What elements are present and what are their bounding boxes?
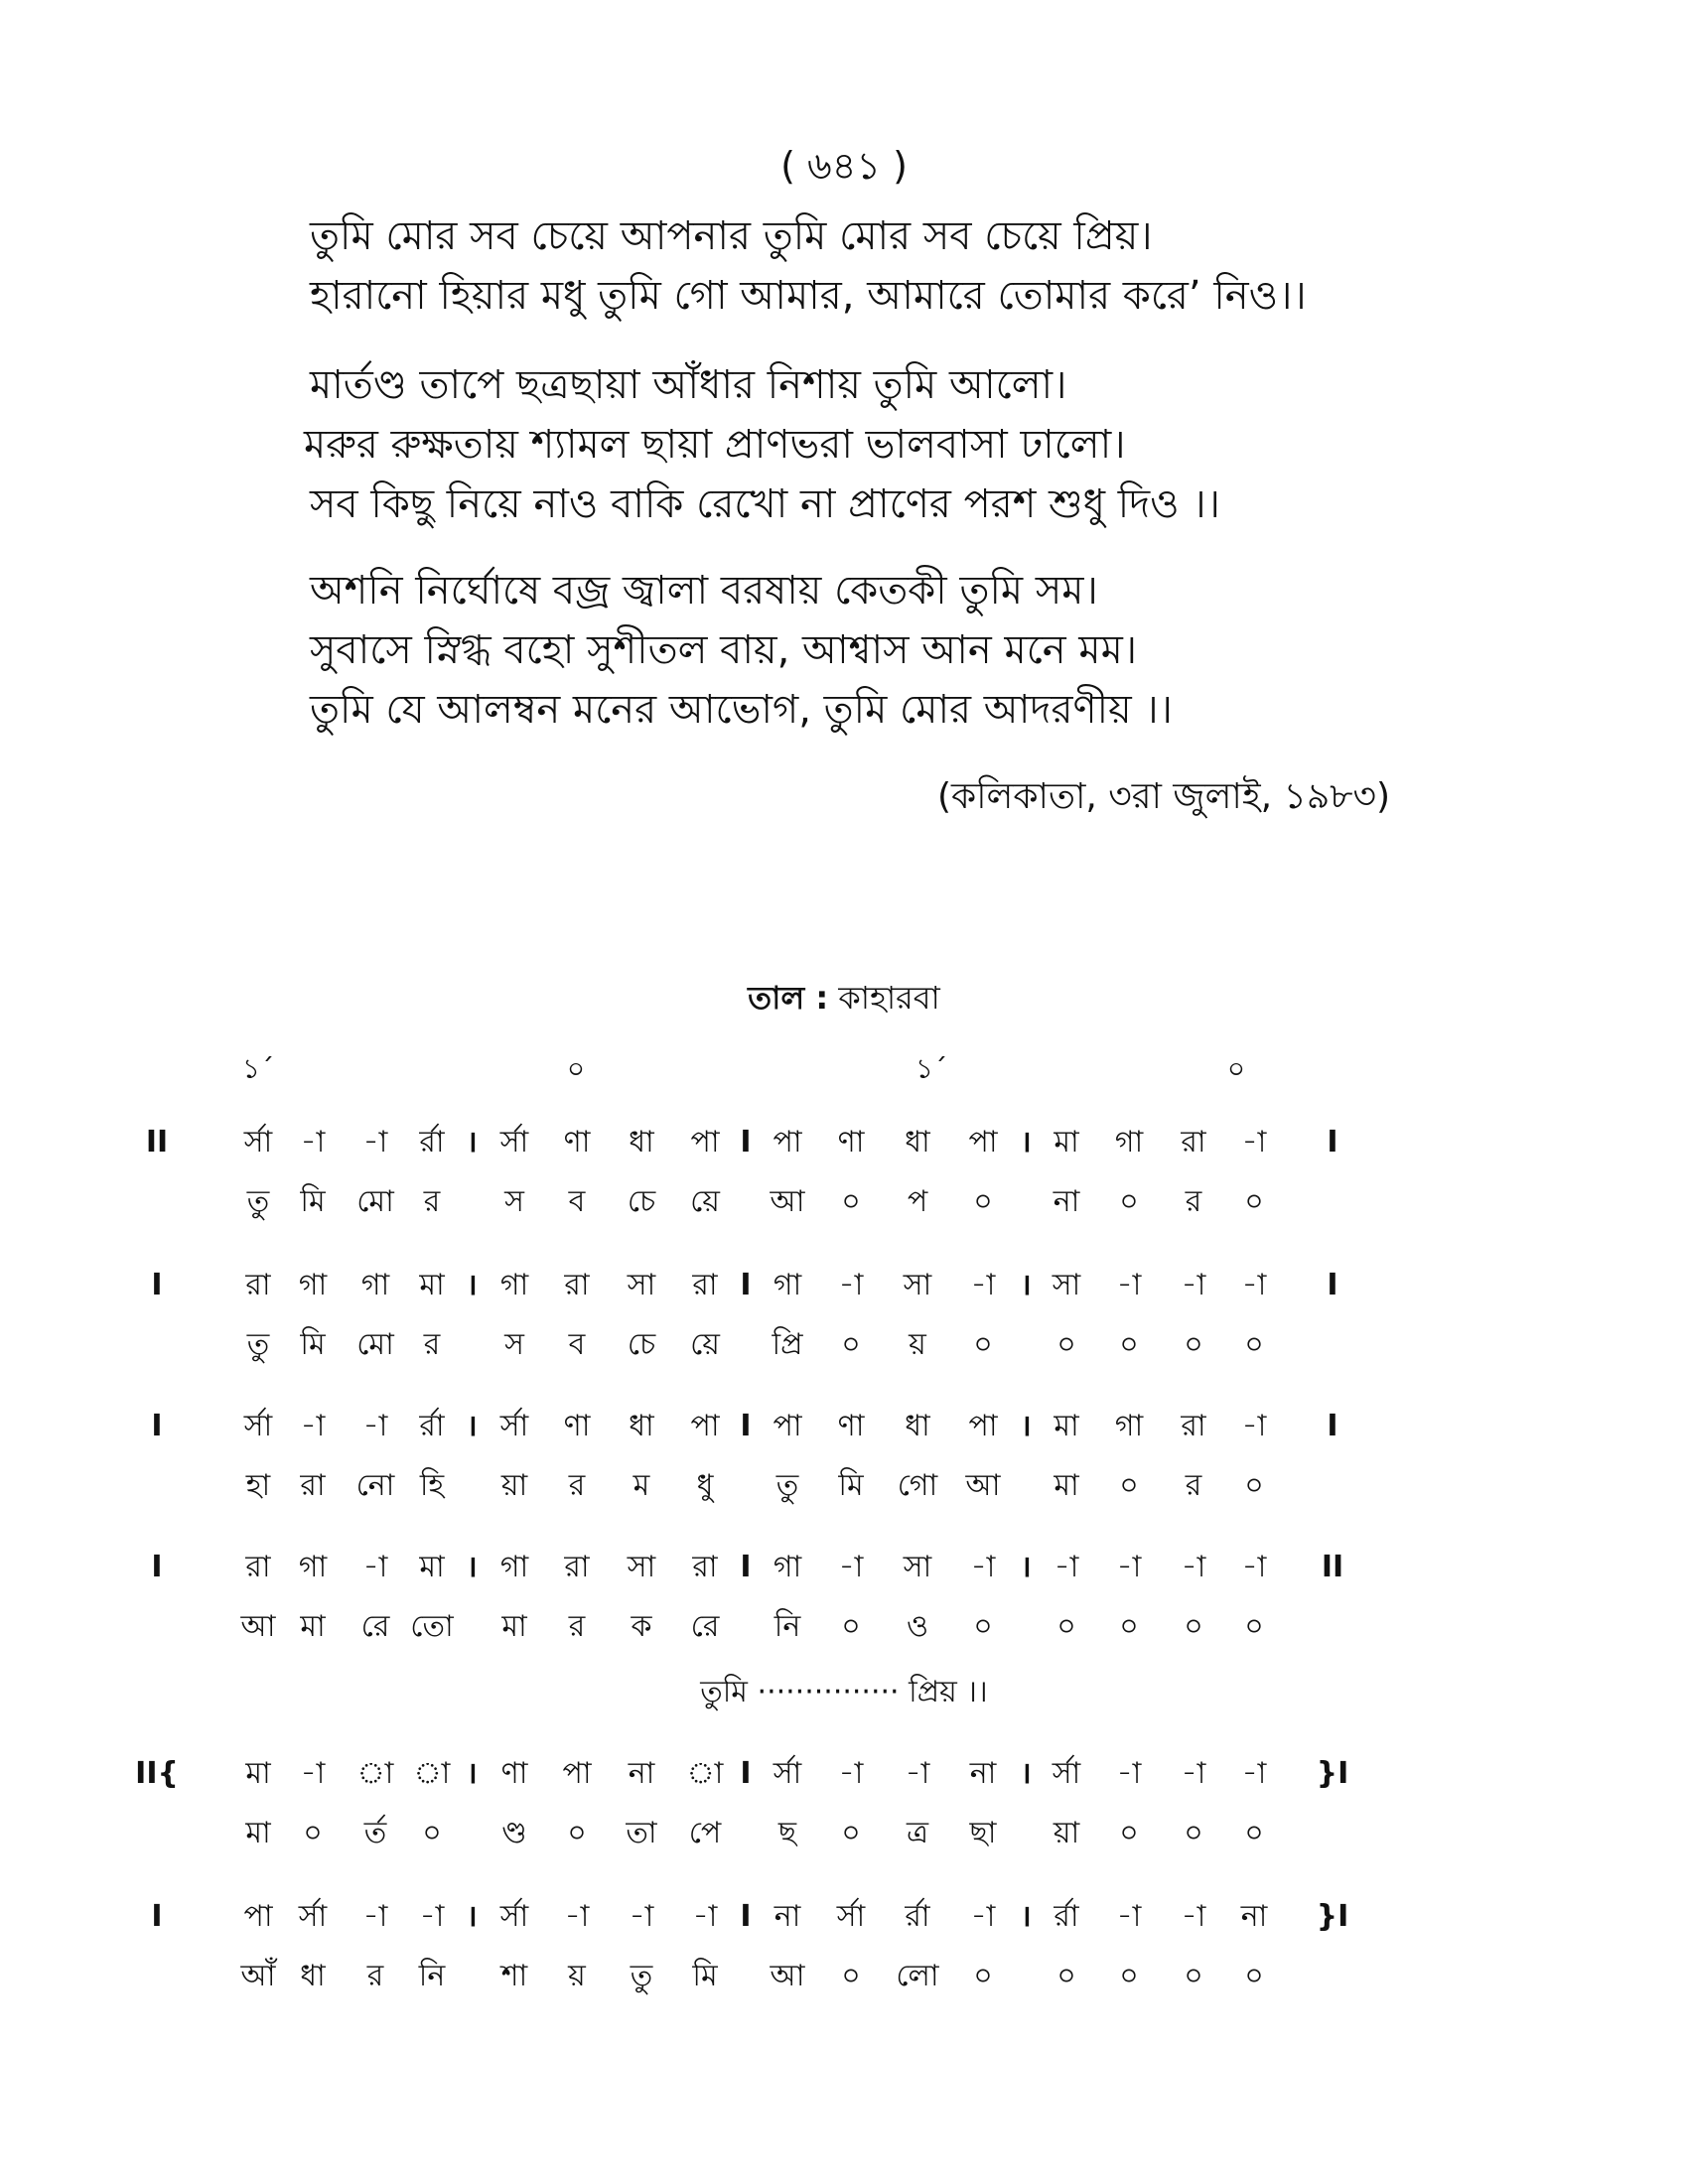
swara-note: না [969, 1756, 997, 1791]
bar-line-end: II [1321, 1550, 1344, 1584]
swara-note: ণা [837, 1409, 865, 1443]
swara-note: রা [245, 1550, 271, 1584]
lyric-syllable: ছ [777, 1816, 797, 1850]
swara-note: রা [245, 1268, 271, 1302]
lyric-syllable: ০ [841, 1959, 861, 1993]
lyric-syllable: র [423, 1184, 441, 1219]
bar-line-end: }I [1316, 1756, 1349, 1791]
lyric-line: তুমি যে আলম্বন মনের আভোগ, তুমি মোর আদরণীয় ।। [310, 687, 1173, 733]
lyric-line: তুমি মোর সব চেয়ে আপনার তুমি মোর সব চেয়ে প্রিয়। [310, 213, 1153, 259]
lyric-syllable: না [1053, 1184, 1080, 1219]
bar-line: । [466, 1550, 478, 1584]
lyric-syllable: মি [838, 1468, 864, 1503]
swara-note: র্রা [419, 1409, 445, 1443]
swara-note: া [413, 1756, 451, 1791]
swara-note: মা [1054, 1125, 1079, 1160]
swara-note: -া [300, 1409, 326, 1443]
swara-note: -া [905, 1756, 930, 1791]
swara-note: পা [690, 1409, 720, 1443]
swara-note: -া [692, 1899, 718, 1934]
bar-line: । [1020, 1125, 1032, 1160]
swara-note: গা [298, 1268, 328, 1302]
refrain-dots: ··············· [757, 1675, 900, 1709]
swara-note: -া [1241, 1409, 1267, 1443]
lyric-syllable: গো [897, 1468, 938, 1503]
lyric-syllable: ০ [1119, 1959, 1139, 1993]
lyric-syllable: র [1185, 1184, 1202, 1219]
swara-note: র্সা [499, 1409, 529, 1443]
lyric-syllable: লো [896, 1959, 939, 1993]
bar-line-start: I [151, 1899, 163, 1934]
lyric-syllable: য়া [500, 1468, 528, 1503]
lyric-syllable: তু [630, 1959, 653, 1993]
swara-note: র্সা [499, 1899, 529, 1934]
lyric-syllable: তো [410, 1609, 454, 1644]
bar-line: । [466, 1409, 478, 1443]
swara-note: -া [1116, 1268, 1142, 1302]
swara-note: ধা [905, 1409, 930, 1443]
beat-mark: ০ [1226, 1052, 1246, 1085]
lyric-syllable: আ [770, 1184, 805, 1219]
swara-note: সা [1052, 1268, 1081, 1302]
bar-line: । [466, 1756, 478, 1791]
swara-note: গা [773, 1268, 802, 1302]
swara-note: মা [1054, 1409, 1079, 1443]
lyric-syllable: ও [906, 1609, 929, 1644]
swara-note: ণা [837, 1125, 865, 1160]
swara-note: -া [362, 1550, 388, 1584]
lyric-line: অশনি নির্ঘোষে বজ্র জ্বালা বরষায় কেতকী তুমি সম। [310, 568, 1098, 614]
lyric-line: সব কিছু নিয়ে নাও বাকি রেখো না প্রাণের পরশ শুধু দিও ।। [310, 481, 1220, 527]
swara-note: -া [629, 1899, 654, 1934]
lyric-syllable: ০ [567, 1816, 587, 1850]
swara-note: গা [298, 1550, 328, 1584]
lyric-syllable: ক [631, 1609, 652, 1644]
swara-note: না [774, 1899, 801, 1934]
swara-note: পা [773, 1409, 802, 1443]
bar-line-end: }I [1316, 1899, 1349, 1934]
lyric-syllable: ০ [1244, 1327, 1264, 1362]
lyric-syllable: র্ত [363, 1816, 387, 1850]
swara-note: -া [300, 1756, 326, 1791]
swara-note: ণা [500, 1756, 528, 1791]
lyric-syllable: তা [626, 1816, 657, 1850]
bar-line: I [740, 1550, 752, 1584]
lyric-syllable: র [568, 1468, 586, 1503]
swara-note: পা [968, 1125, 998, 1160]
lyric-syllable: ০ [1244, 1959, 1264, 1993]
swara-note: র্সা [499, 1125, 529, 1160]
lyric-syllable: ০ [841, 1609, 861, 1644]
swara-note: রা [564, 1550, 590, 1584]
lyric-line: হারানো হিয়ার মধু তুমি গো আমার, আমারে তোমার করে’ নিও।। [310, 273, 1307, 319]
swara-note: -া [419, 1899, 445, 1934]
lyric-syllable: শা [500, 1959, 528, 1993]
swara-note: রা [692, 1550, 718, 1584]
lyric-syllable: নো [355, 1468, 395, 1503]
swara-note: পা [243, 1899, 273, 1934]
lyric-syllable: ০ [1184, 1609, 1203, 1644]
swara-note: -া [564, 1899, 590, 1934]
lyric-syllable: রে [690, 1609, 720, 1644]
lyric-syllable: ব [568, 1184, 586, 1219]
lyric-line: সুবাসে স্নিগ্ধ বহো সুশীতল বায়, আশ্বাস আন মনে মম। [310, 627, 1138, 673]
lyric-syllable: য়ে [690, 1184, 720, 1219]
lyric-syllable: ত্র [906, 1816, 929, 1850]
refrain-line [0, 1668, 1688, 1718]
refrain-end: প্রিয় ।। [909, 1675, 988, 1709]
lyric-syllable: মি [300, 1184, 326, 1219]
bar-line-end: I [1327, 1125, 1338, 1160]
lyric-syllable: চে [627, 1327, 656, 1362]
swara-note: -া [1181, 1899, 1206, 1934]
lyric-syllable: ০ [841, 1816, 861, 1850]
lyric-line: মার্তণ্ড তাপে ছত্রছায়া আঁধার নিশায় তুমি আলো। [310, 362, 1067, 408]
lyric-syllable: ০ [973, 1327, 993, 1362]
swara-note: পা [773, 1125, 802, 1160]
lyric-syllable: ০ [973, 1184, 993, 1219]
swara-note: -া [970, 1899, 996, 1934]
lyric-syllable: ণ্ড [501, 1816, 527, 1850]
swara-note: -া [1241, 1756, 1267, 1791]
swara-note: -া [1241, 1125, 1267, 1160]
bar-line: । [466, 1899, 478, 1934]
lyric-syllable: আ [965, 1468, 1001, 1503]
swara-note: গা [1114, 1409, 1144, 1443]
bar-line: । [1020, 1899, 1032, 1934]
bar-line-start: II [145, 1125, 169, 1160]
swara-note: -া [300, 1125, 326, 1160]
swara-note: মা [419, 1268, 445, 1302]
lyric-syllable: প [907, 1184, 928, 1219]
lyric-syllable: নি [774, 1609, 801, 1644]
swara-note: মা [419, 1550, 445, 1584]
lyric-syllable: ০ [973, 1609, 993, 1644]
swara-note: া [356, 1756, 394, 1791]
lyric-syllable: ০ [1244, 1468, 1264, 1503]
dateline: (কলিকাতা, ৩রা জুলাই, ১৯৮৩) [936, 776, 1390, 817]
swara-note: -া [1241, 1268, 1267, 1302]
lyric-syllable: তু [775, 1468, 799, 1503]
lyric-syllable: র [366, 1959, 384, 1993]
swara-note: সা [903, 1550, 932, 1584]
refrain-start: তুমি [700, 1675, 748, 1709]
swara-note: পা [690, 1125, 720, 1160]
swara-note: গা [360, 1268, 390, 1302]
lyric-syllable: ধা [300, 1959, 326, 1993]
page-number: ( ৬৪১ ) [780, 144, 908, 188]
swara-note: র্রা [1054, 1899, 1079, 1934]
swara-note: গা [773, 1550, 802, 1584]
swara-note: -া [838, 1268, 864, 1302]
swara-note: -া [970, 1268, 996, 1302]
swara-note: -া [1054, 1550, 1079, 1584]
lyric-syllable: ০ [1184, 1816, 1203, 1850]
lyric-syllable: ০ [1184, 1959, 1203, 1993]
lyric-syllable: ম [633, 1468, 650, 1503]
lyric-syllable: স [504, 1184, 524, 1219]
bar-line: । [1020, 1756, 1032, 1791]
lyric-syllable: ০ [1244, 1816, 1264, 1850]
bar-line-start: I [151, 1550, 163, 1584]
swara-note: -া [1181, 1268, 1206, 1302]
swara-note: -া [1116, 1899, 1142, 1934]
beat-mark: ১´ [241, 1052, 275, 1085]
swara-note: রা [1181, 1409, 1206, 1443]
bar-line: I [740, 1899, 752, 1934]
swara-note: া [686, 1756, 724, 1791]
swara-note: সা [903, 1268, 932, 1302]
swara-note: র্সা [243, 1125, 273, 1160]
lyric-syllable: মা [1054, 1468, 1079, 1503]
lyric-syllable: ০ [1184, 1327, 1203, 1362]
swara-note: র্সা [773, 1756, 802, 1791]
lyric-syllable: ০ [973, 1959, 993, 1993]
swara-note: ধা [629, 1409, 654, 1443]
swara-note: -া [970, 1550, 996, 1584]
lyric-syllable: ০ [1119, 1468, 1139, 1503]
lyric-syllable: মি [300, 1327, 326, 1362]
swara-note: রা [564, 1268, 590, 1302]
swara-note: মা [245, 1756, 271, 1791]
lyric-syllable: ০ [1119, 1184, 1139, 1219]
bar-line: I [740, 1409, 752, 1443]
swara-note: -া [362, 1125, 388, 1160]
beat-mark: ১´ [914, 1052, 948, 1085]
lyric-syllable: মা [501, 1609, 527, 1644]
swara-note: রা [692, 1268, 718, 1302]
lyric-syllable: য়ে [690, 1327, 720, 1362]
lyric-syllable: ০ [1056, 1327, 1076, 1362]
swara-note: সা [627, 1550, 656, 1584]
lyric-syllable: ০ [422, 1816, 442, 1850]
bar-line: I [740, 1268, 752, 1302]
swara-note: না [1240, 1899, 1268, 1934]
lyric-syllable: তু [246, 1184, 270, 1219]
lyric-syllable: তু [246, 1327, 270, 1362]
lyric-syllable: মো [356, 1327, 394, 1362]
bar-line-start: I [151, 1268, 163, 1302]
bar-line: । [466, 1125, 478, 1160]
bar-line: I [740, 1756, 752, 1791]
swara-note: র্সা [1052, 1756, 1081, 1791]
lyric-syllable: চে [627, 1184, 656, 1219]
swara-note: র্রা [905, 1899, 930, 1934]
bar-line-end: I [1327, 1268, 1338, 1302]
swara-note: রা [1181, 1125, 1206, 1160]
lyric-syllable: ০ [1119, 1816, 1139, 1850]
bar-line: । [1020, 1409, 1032, 1443]
lyric-syllable: র [1185, 1468, 1202, 1503]
lyric-syllable: ০ [841, 1327, 861, 1362]
tala-name: কাহারবা [838, 979, 940, 1017]
bar-line-start: I [151, 1409, 163, 1443]
swara-note: -া [1116, 1550, 1142, 1584]
swara-note: র্রা [419, 1125, 445, 1160]
swara-note: -া [1181, 1756, 1206, 1791]
swara-note: গা [1114, 1125, 1144, 1160]
lyric-syllable: ০ [303, 1816, 323, 1850]
swara-note: -া [362, 1899, 388, 1934]
lyric-syllable: স [504, 1327, 524, 1362]
lyric-syllable: নি [418, 1959, 446, 1993]
lyric-syllable: মা [245, 1816, 271, 1850]
swara-note: -া [1181, 1550, 1206, 1584]
beat-mark: ০ [566, 1052, 586, 1085]
swara-note: র্সা [298, 1899, 328, 1934]
lyric-syllable: র [423, 1327, 441, 1362]
swara-note: গা [499, 1550, 529, 1584]
lyric-syllable: ০ [1244, 1609, 1264, 1644]
lyric-syllable: ০ [1244, 1184, 1264, 1219]
swara-note: সা [627, 1268, 656, 1302]
swara-note: ণা [563, 1125, 591, 1160]
bar-line: । [466, 1268, 478, 1302]
lyric-syllable: ০ [1056, 1959, 1076, 1993]
lyric-syllable: ছা [969, 1816, 997, 1850]
swara-note: গা [499, 1268, 529, 1302]
lyric-syllable: প্রি [772, 1327, 803, 1362]
bar-line: I [740, 1125, 752, 1160]
lyric-syllable: য়া [1053, 1816, 1080, 1850]
lyric-syllable: ০ [841, 1184, 861, 1219]
bar-line-end: I [1327, 1409, 1338, 1443]
lyric-syllable: আ [240, 1609, 276, 1644]
lyric-syllable: য় [568, 1959, 586, 1993]
swara-note: ণা [563, 1409, 591, 1443]
lyric-syllable: হি [419, 1468, 445, 1503]
swara-note: পা [968, 1409, 998, 1443]
lyric-syllable: মো [356, 1184, 394, 1219]
lyric-syllable: ধু [696, 1468, 714, 1503]
lyric-syllable: হা [245, 1468, 271, 1503]
lyric-syllable: রা [300, 1468, 326, 1503]
swara-note: ধা [905, 1125, 930, 1160]
swara-note: -া [1116, 1756, 1142, 1791]
bar-line: । [1020, 1550, 1032, 1584]
swara-note: পা [562, 1756, 592, 1791]
swara-note: র্সা [836, 1899, 866, 1934]
lyric-syllable: ব [568, 1327, 586, 1362]
lyric-syllable: পে [688, 1816, 722, 1850]
swara-note: -া [838, 1756, 864, 1791]
bar-line: । [1020, 1268, 1032, 1302]
lyric-syllable: র [568, 1609, 586, 1644]
swara-note: না [628, 1756, 655, 1791]
lyric-syllable: ০ [1119, 1609, 1139, 1644]
swara-note: -া [362, 1409, 388, 1443]
lyric-line: মরুর রুক্ষতায় শ্যামল ছায়া প্রাণভরা ভালবাসা ঢালো। [304, 422, 1126, 468]
swara-note: -া [1241, 1550, 1267, 1584]
tala-label: তাল : [748, 979, 829, 1017]
bar-line-start: II{ [135, 1756, 179, 1791]
swara-note: ধা [629, 1125, 654, 1160]
lyric-syllable: রে [360, 1609, 390, 1644]
swara-note: র্সা [243, 1409, 273, 1443]
lyric-syllable: মা [300, 1609, 326, 1644]
lyric-syllable: মি [692, 1959, 718, 1993]
lyric-syllable: আ [770, 1959, 805, 1993]
lyric-syllable: ০ [1056, 1609, 1076, 1644]
lyric-syllable: য় [909, 1327, 926, 1362]
swara-note: -া [838, 1550, 864, 1584]
lyric-syllable: আঁ [240, 1959, 276, 1993]
lyric-syllable: ০ [1119, 1327, 1139, 1362]
